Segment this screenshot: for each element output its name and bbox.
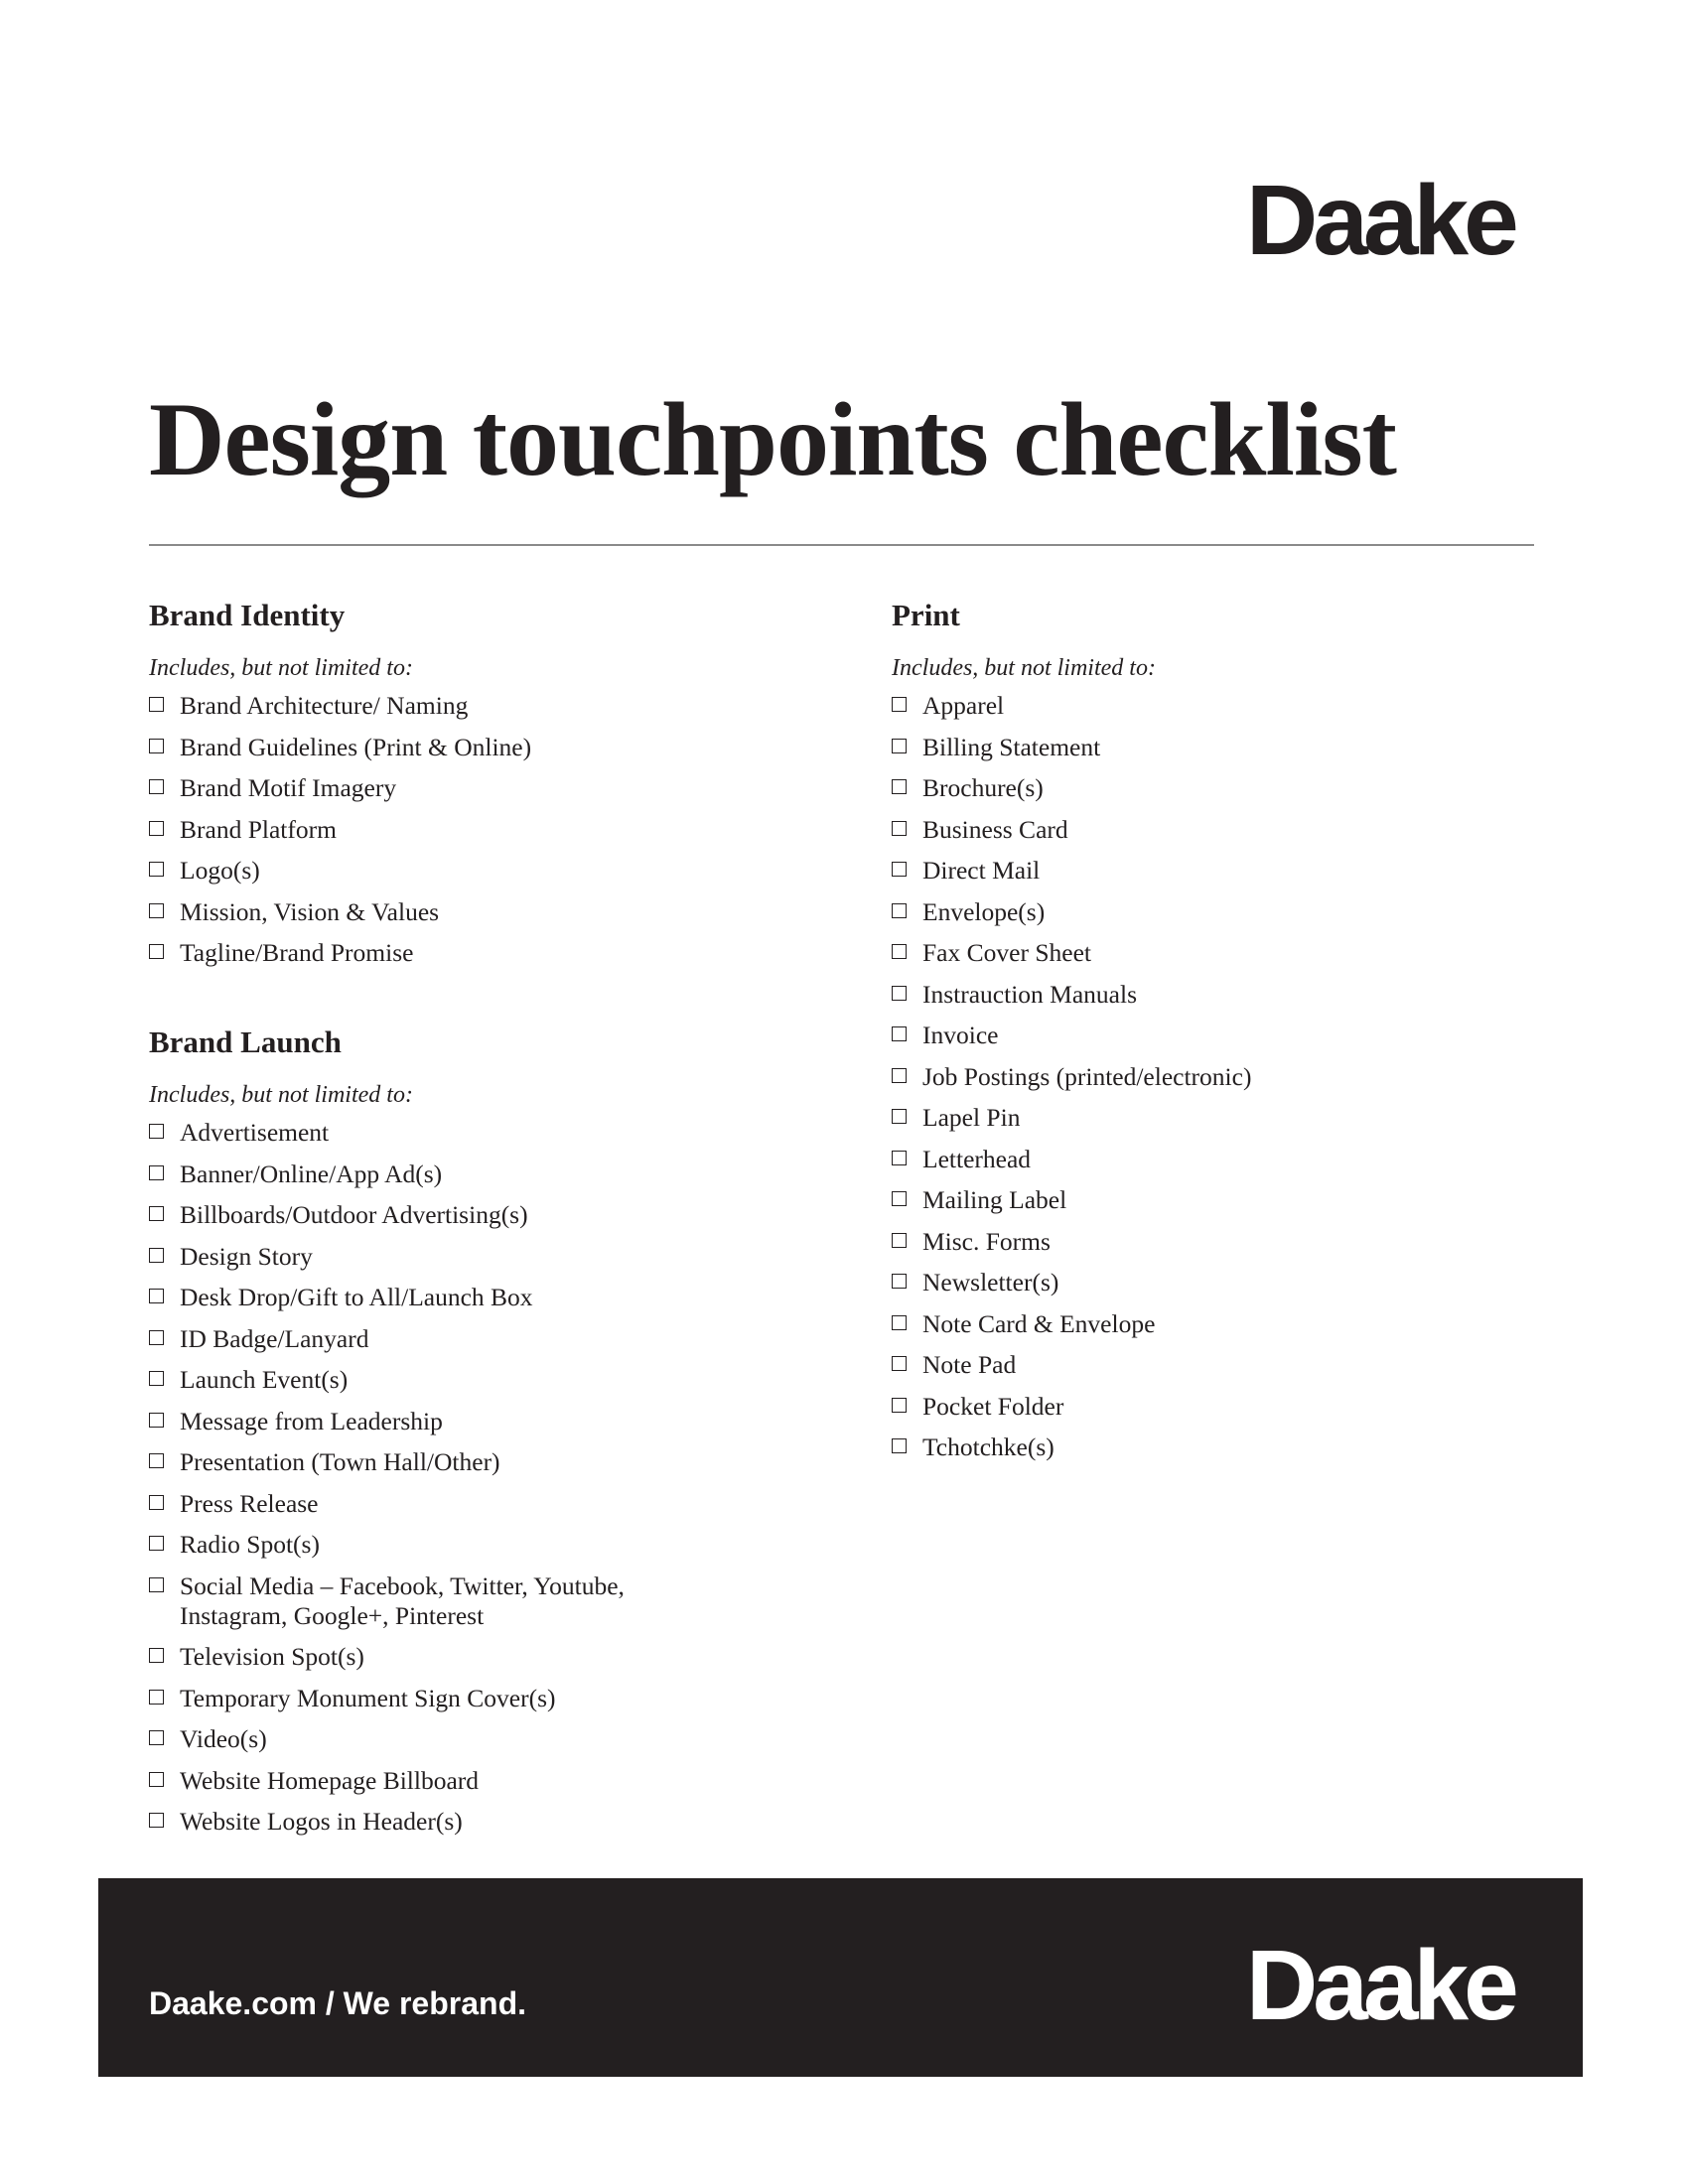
checkbox-icon[interactable] xyxy=(892,1356,907,1371)
checklist-item[interactable] xyxy=(149,1160,844,1189)
footer-bar xyxy=(98,1878,1583,2077)
checkbox-icon[interactable] xyxy=(149,1772,164,1787)
checklist-item[interactable] xyxy=(149,691,844,721)
checklist-item[interactable] xyxy=(149,773,844,803)
checklist-item[interactable] xyxy=(149,897,844,927)
checklist-item-label: Tagline/Brand Promise xyxy=(180,938,414,967)
checklist-item[interactable] xyxy=(892,1227,1587,1257)
checklist-item[interactable] xyxy=(149,1407,844,1436)
footer-daake-logo: Daake xyxy=(1246,1930,1514,2041)
checklist-item-label: Logo(s) xyxy=(180,856,260,885)
checklist-item-label: Invoice xyxy=(922,1021,999,1049)
footer-tagline[interactable]: Daake.com / We rebrand. xyxy=(149,1985,526,2021)
checkbox-icon[interactable] xyxy=(149,1536,164,1551)
page-title: Design touchpoints checklist xyxy=(149,381,1396,497)
checkbox-icon[interactable] xyxy=(149,1453,164,1468)
daake-logo: Daake xyxy=(1246,165,1514,276)
checklist-item-label: Letterhead xyxy=(922,1144,1032,1173)
checkbox-icon[interactable] xyxy=(892,1274,907,1289)
checklist-item-label: Newsletter(s) xyxy=(922,1268,1059,1297)
section-brand-identity xyxy=(149,596,844,980)
checkbox-icon[interactable] xyxy=(149,862,164,877)
checkbox-icon[interactable] xyxy=(892,821,907,836)
checklist-item[interactable] xyxy=(149,1530,844,1560)
section-brand-launch xyxy=(149,1023,844,1848)
checklist-item-label: Note Pad xyxy=(922,1350,1017,1379)
checklist-item[interactable] xyxy=(149,1200,844,1230)
checklist-item-label: Tchotchke(s) xyxy=(922,1433,1055,1461)
checklist-item-label: Brand Motif Imagery xyxy=(180,773,397,802)
checklist-item-label: Website Logos in Header(s) xyxy=(180,1807,463,1836)
checklist-item[interactable] xyxy=(892,1062,1587,1092)
checklist-item[interactable] xyxy=(149,1118,844,1148)
checklist-item[interactable] xyxy=(149,1807,844,1837)
checkbox-icon[interactable] xyxy=(149,1413,164,1428)
checkbox-icon[interactable] xyxy=(892,1438,907,1453)
checkbox-icon[interactable] xyxy=(892,862,907,877)
checkbox-icon[interactable] xyxy=(149,1371,164,1386)
checklist-item[interactable] xyxy=(149,1283,844,1312)
checklist-item-label: Press Release xyxy=(180,1488,319,1518)
checklist-item[interactable] xyxy=(892,980,1587,1010)
checklist-item-label: Pocket Folder xyxy=(922,1391,1064,1421)
checklist-item-label: ID Badge/Lanyard xyxy=(180,1323,369,1353)
checklist-item[interactable] xyxy=(149,1447,844,1477)
checklist-item-label: Fax Cover Sheet xyxy=(922,938,1091,967)
checklist-item[interactable] xyxy=(892,1392,1587,1422)
checklist-item-label: Apparel xyxy=(922,691,1005,720)
checklist-item[interactable] xyxy=(149,733,844,762)
checkbox-icon[interactable] xyxy=(149,1648,164,1663)
checklist-item[interactable] xyxy=(892,1350,1587,1380)
checkbox-icon[interactable] xyxy=(892,1398,907,1413)
checklist-item[interactable] xyxy=(149,815,844,845)
checklist-item-label: Mission, Vision & Values xyxy=(180,896,440,926)
checkbox-icon[interactable] xyxy=(892,1109,907,1124)
section-heading: Print xyxy=(892,598,960,632)
checkbox-icon[interactable] xyxy=(149,1206,164,1221)
checklist-item-label: Lapel Pin xyxy=(922,1103,1021,1132)
checklist-item[interactable] xyxy=(149,1489,844,1519)
checklist-item-label: Television Spot(s) xyxy=(180,1642,364,1671)
checklist-item[interactable] xyxy=(149,938,844,968)
checkbox-icon[interactable] xyxy=(892,944,907,959)
checkbox-icon[interactable] xyxy=(892,1068,907,1083)
checkbox-icon[interactable] xyxy=(149,1165,164,1180)
checkbox-icon[interactable] xyxy=(892,1191,907,1206)
checklist-item[interactable] xyxy=(892,815,1587,845)
checklist-item-label: Mailing Label xyxy=(922,1185,1067,1214)
checklist-item-label: Instrauction Manuals xyxy=(922,979,1137,1009)
checklist-item[interactable] xyxy=(892,733,1587,762)
checklist-item[interactable] xyxy=(149,1242,844,1272)
checklist-item[interactable] xyxy=(892,1185,1587,1215)
checklist-item[interactable] xyxy=(892,897,1587,927)
checklist-item-label: Website Homepage Billboard xyxy=(180,1765,480,1795)
checklist-item[interactable] xyxy=(892,1103,1587,1133)
checklist-item-label: Brand Platform xyxy=(180,814,337,844)
checkbox-icon[interactable] xyxy=(149,779,164,794)
checkbox-icon[interactable] xyxy=(149,1289,164,1303)
checklist-item-label: Video(s) xyxy=(180,1724,267,1753)
checklist-item-label: Brand Architecture/ Naming xyxy=(180,691,469,720)
checklist-item-label: Launch Event(s) xyxy=(180,1365,349,1394)
title-divider xyxy=(149,544,1534,546)
checklist xyxy=(149,691,844,968)
checklist-item-label: Direct Mail xyxy=(922,856,1041,885)
checklist-item[interactable] xyxy=(892,1309,1587,1339)
checklist-item[interactable] xyxy=(892,1145,1587,1174)
checkbox-icon[interactable] xyxy=(149,821,164,836)
checkbox-icon[interactable] xyxy=(149,739,164,753)
checklist-item-label: Presentation (Town Hall/Other) xyxy=(180,1447,500,1476)
checkbox-icon[interactable] xyxy=(149,1124,164,1139)
checklist xyxy=(149,1118,844,1837)
checklist-item[interactable] xyxy=(149,1324,844,1354)
checkbox-icon[interactable] xyxy=(149,1577,164,1592)
checkbox-icon[interactable] xyxy=(149,1690,164,1705)
checklist-item[interactable] xyxy=(149,856,844,886)
checklist-item-label: Job Postings (printed/electronic) xyxy=(922,1061,1252,1091)
checklist-item[interactable] xyxy=(149,1642,844,1672)
section-heading: Brand Launch xyxy=(149,1024,342,1059)
checkbox-icon[interactable] xyxy=(892,986,907,1001)
checkbox-icon[interactable] xyxy=(892,1315,907,1330)
checklist-item[interactable] xyxy=(892,938,1587,968)
checkbox-icon[interactable] xyxy=(149,697,164,712)
section-print xyxy=(892,596,1587,1474)
checklist-item-label: Business Card xyxy=(922,814,1068,844)
checkbox-icon[interactable] xyxy=(149,903,164,918)
checkbox-icon[interactable] xyxy=(892,1233,907,1248)
checklist-item-label: Message from Leadership xyxy=(180,1406,443,1435)
checklist-item-label: Billing Statement xyxy=(922,732,1101,761)
checklist xyxy=(892,691,1587,1462)
checklist-item-label: Social Media – Facebook, Twitter, Youtube, Instagram, Google+, Pinterest xyxy=(180,1570,625,1630)
checkbox-icon[interactable] xyxy=(892,903,907,918)
checklist-item-label: Envelope(s) xyxy=(922,896,1046,926)
checklist-item-label: Brand Guidelines (Print & Online) xyxy=(180,732,532,761)
checklist-item-label: Desk Drop/Gift to All/Launch Box xyxy=(180,1283,533,1311)
checkbox-icon[interactable] xyxy=(892,697,907,712)
checkbox-icon[interactable] xyxy=(149,944,164,959)
checkbox-icon[interactable] xyxy=(149,1730,164,1745)
checklist-item-label: Brochure(s) xyxy=(922,773,1044,802)
checklist-item-label: Note Card & Envelope xyxy=(922,1308,1156,1338)
checkbox-icon[interactable] xyxy=(892,739,907,753)
checklist-item-label: Temporary Monument Sign Cover(s) xyxy=(180,1683,556,1712)
checklist-item[interactable] xyxy=(892,773,1587,803)
checklist-item[interactable] xyxy=(892,1021,1587,1050)
checklist-item-label: Billboards/Outdoor Advertising(s) xyxy=(180,1200,528,1229)
section-note: Includes, but not limited to: xyxy=(892,655,1156,681)
checklist-item[interactable] xyxy=(892,691,1587,721)
checklist-item[interactable] xyxy=(149,1684,844,1713)
checkbox-icon[interactable] xyxy=(892,1151,907,1165)
checkbox-icon[interactable] xyxy=(892,779,907,794)
checklist-item-label: Misc. Forms xyxy=(922,1226,1051,1256)
checklist-item-label: Design Story xyxy=(180,1241,313,1271)
checklist-item[interactable] xyxy=(149,1365,844,1395)
checkbox-icon[interactable] xyxy=(149,1495,164,1510)
checkbox-icon[interactable] xyxy=(149,1248,164,1263)
checklist-item[interactable] xyxy=(149,1766,844,1796)
checkbox-icon[interactable] xyxy=(149,1813,164,1828)
checklist-item-label: Advertisement xyxy=(180,1118,330,1147)
checklist-item-label: Radio Spot(s) xyxy=(180,1530,320,1559)
checkbox-icon[interactable] xyxy=(892,1026,907,1041)
checklist-item[interactable] xyxy=(892,1268,1587,1297)
checkbox-icon[interactable] xyxy=(149,1330,164,1345)
section-note: Includes, but not limited to: xyxy=(149,655,413,681)
checklist-item[interactable] xyxy=(892,1433,1587,1462)
section-heading: Brand Identity xyxy=(149,598,346,632)
checklist-item[interactable] xyxy=(149,1571,844,1631)
checklist-item[interactable] xyxy=(892,856,1587,886)
section-note: Includes, but not limited to: xyxy=(149,1082,413,1108)
checklist-item[interactable] xyxy=(149,1724,844,1754)
checklist-item-label: Banner/Online/App Ad(s) xyxy=(180,1159,443,1188)
